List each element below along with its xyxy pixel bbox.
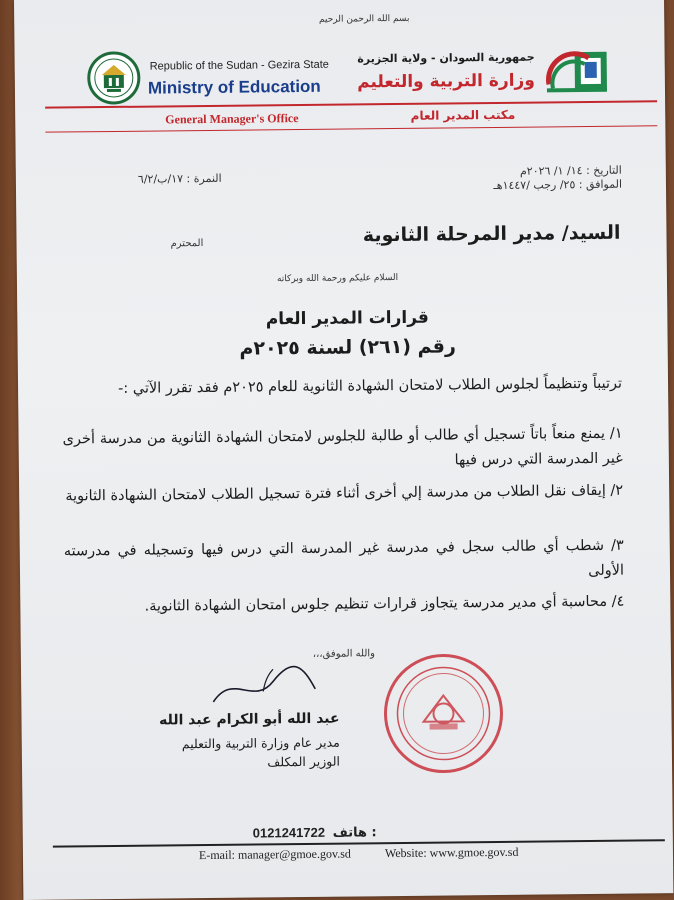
- decision-item-4: ٤/ محاسبة أي مدير مدرسة يتجاوز قرارات تنظيم جلوس امتحان الشهادة الثانوية.: [144, 593, 625, 615]
- office-english-label: General Manager's Office: [165, 111, 299, 127]
- footer-rule: [53, 839, 665, 847]
- closing-phrase: والله الموفق،،،: [312, 648, 376, 660]
- letter-page: [14, 0, 673, 900]
- official-seal: [381, 651, 506, 776]
- basmala: بسم الله الرحمن الرحيم: [318, 13, 410, 25]
- ministry-logo-icon: [87, 51, 142, 106]
- header-arabic-state: جمهورية السودان - ولاية الجزيرة: [357, 50, 535, 66]
- phone-label: هاتف :: [332, 825, 377, 841]
- phone-number: 0121241722: [252, 824, 326, 841]
- intro-paragraph: ترتيباً وتنظيماً لجلوس الطلاب لامتحان الشهادة الثانوية للعام ٢٠٢٥م فقد تقرر الآتي :-: [118, 375, 623, 397]
- honorific: المحترم: [170, 238, 204, 250]
- decision-item-2: ٢/ إيقاف نقل الطلاب من مدرسة إلي أخرى أثناء فترة تسجيل الطلاب لامتحان الشهادة الثانوية: [65, 482, 624, 505]
- handwritten-signature: [203, 661, 324, 712]
- header-rule-bottom: [45, 125, 657, 132]
- hijri-date-line: الموافق : ٢٥/ رجب /١٤٤٧هـ: [493, 177, 623, 192]
- decision-item-3: ٣/ شطب أي طالب سجل في مدرسة غير المدرسة التي درس فيها وتسجيله في مدرسته الأولى: [63, 537, 625, 580]
- decision-number: رقم (٢٦١) لسنة ٢٠٢٥م: [239, 335, 456, 360]
- decisions-title: قرارات المدير العام: [265, 307, 430, 330]
- office-arabic-label: مكتب المدير العام: [410, 107, 516, 123]
- signer-role: الوزير المكلف: [267, 753, 341, 770]
- footer-website: Website: www.gmoe.gov.sd: [384, 844, 519, 861]
- signer-name: عبد الله أبو الكرام عبد الله: [159, 710, 340, 729]
- reference-number: النمرة : ١٧/ب/٦/٢: [137, 171, 222, 186]
- date-line: التاريخ : ١٤/ ١/ ٢٠٢٦م: [519, 163, 622, 178]
- header-english-state: Republic of the Sudan - Gezira State: [149, 58, 329, 73]
- header-english-ministry: Ministry of Education: [147, 76, 321, 98]
- header-arabic-ministry: وزارة التربية والتعليم: [357, 70, 535, 93]
- phone-row: [253, 824, 377, 841]
- signer-title: مدير عام وزارة التربية والتعليم: [181, 734, 340, 752]
- footer-email: E-mail: manager@gmoe.gov.sd: [198, 846, 351, 863]
- addressee: السيد/ مدير المرحلة الثانوية: [362, 221, 621, 247]
- decision-item-1: ١/ يمنع منعاً باتاً تسجيل أي طالب أو طالبة للجلوس لامتحان الشهادة الثانوية من مدرسة أخرى غير المدرسة التي درس فيها: [62, 425, 623, 469]
- sudan-emblem-icon: [544, 44, 611, 101]
- greeting: السلام عليكم ورحمة الله وبركاته: [276, 272, 399, 285]
